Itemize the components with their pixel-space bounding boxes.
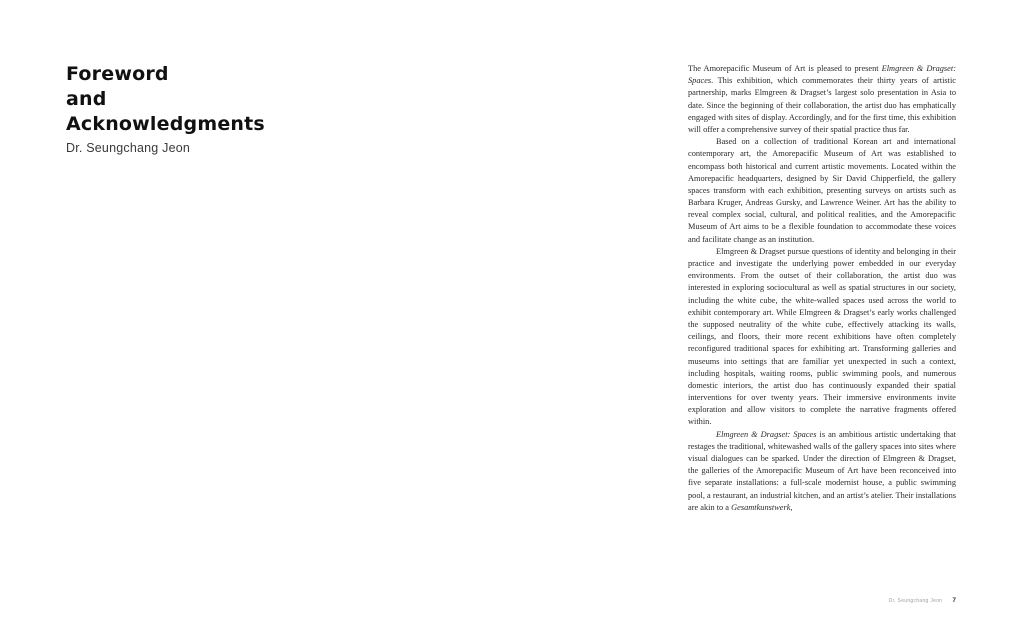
page-number: 7	[952, 597, 956, 604]
italic-run: Elmgreen & Dragset: Spaces	[688, 64, 956, 86]
title-line: and	[66, 88, 107, 110]
heading-block	[66, 62, 346, 155]
italic-run: Elmgreen & Dragset: Spaces	[716, 429, 817, 439]
paragraph: Elmgreen & Dragset pursue questions of identity and belonging in their practice and investigate the underlying power embedded in our everyday environments. From the outset of their collaboration, the artist duo was interested in exploring sociocultural as well as spatial structures in our society, including the white cube, the white-walled spaces used across the world to exhibit contemporary art. While Elmgreen & Dragset’s early works challenged the supposed neutrality of the white cube, effectively attacking its walls, ceilings, and floors, their more recent exhibitions have often completely reconfigured traditional spaces for exhibiting art. Transforming galleries and museums into settings that are familiar yet unexpected in such a context, including hospitals, waiting rooms, public swimming pools, and numerous domestic interiors, the artist duo has continuously expanded their spatial interventions for over twenty years. Their immersive environments invite exploration and allow visitors to complete the narrative fragments offered within.	[688, 246, 956, 427]
italic-run: Gesamtkunstwerk	[731, 502, 791, 512]
body-text	[688, 63, 956, 514]
paragraph: The Amorepacific Museum of Art is pleased to present Elmgreen & Dragset: Spaces. This exhibition, which commemorates their thirty years of artistic partnership, marks Elmgreen & Dragset’s largest solo presentation in Asia to date. Since the beginning of their collaboration, the artist duo has emphatically engaged with sites of display. Accordingly, and for the first time, this exhibition will offer a comprehensive survey of their spatial practice thus far.	[688, 64, 956, 134]
author-name: Dr. Seungchang Jeon	[66, 141, 191, 155]
title-line: Foreword	[66, 63, 169, 85]
running-footer-author: Dr. Seungchang Jeon	[888, 598, 943, 604]
page-title	[66, 62, 346, 137]
paragraph: Elmgreen & Dragset: Spaces is an ambitious artistic undertaking that restages the traditional, whitewashed walls of the gallery spaces into sites where visual dialogues can be sparked. Under the direction of Elmgreen & Dragset, the galleries of the Amorepacific Museum of Art have been reconceived into five separate installations: a full-scale modernist house, a public swimming pool, a restaurant, an industrial kitchen, and an artist’s atelier. Their installations are akin to a Gesamtkunstwerk,	[688, 429, 956, 512]
title-line: Acknowledgments	[66, 113, 265, 135]
paragraph: Based on a collection of traditional Korean art and international contemporary art, the Amorepacific Museum of Art was established to encompass both historical and current artistic movements. Located within the Amorepacific headquarters, designed by Sir David Chipperfield, the gallery spaces transform with each exhibition, presenting surveys on artists such as Barbara Kruger, Andreas Gursky, and Lawrence Weiner. Art has the ability to reveal complex social, cultural, and political realities, and the Amorepacific Museum of Art aims to be a flexible foundation to accommodate these voices and facilitate change as an institution.	[688, 137, 956, 244]
page-footer	[889, 597, 956, 604]
